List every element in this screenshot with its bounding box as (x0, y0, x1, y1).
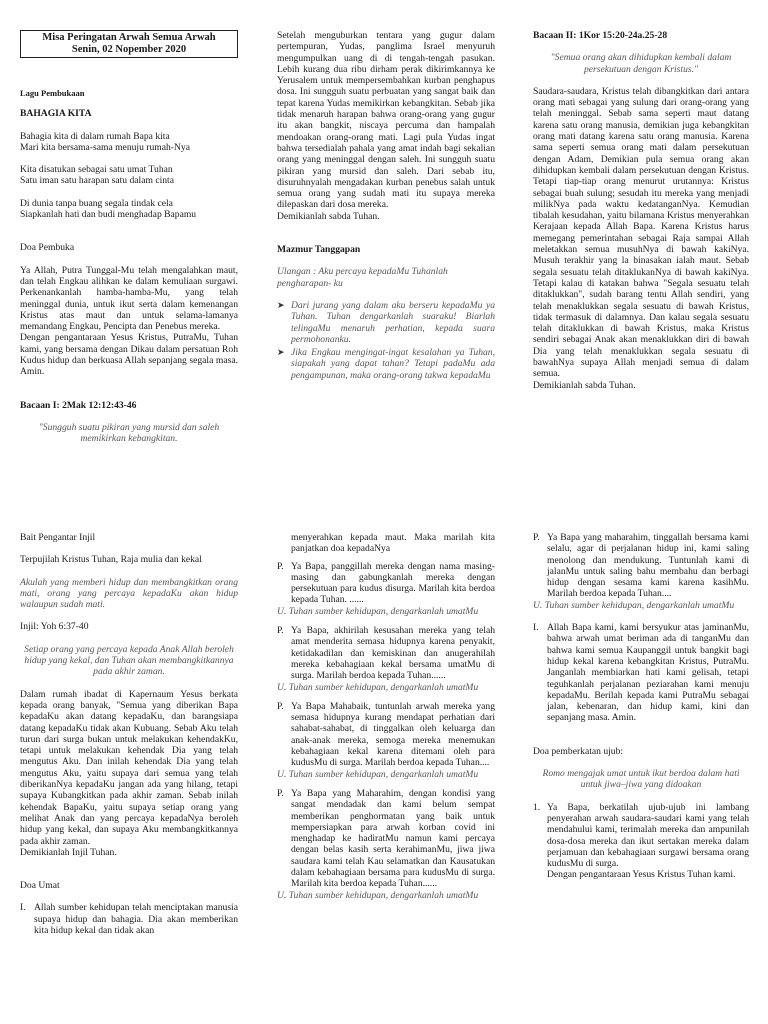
response-line: U. Tuhan sumber kehidupan, dengarkanlah umatMu (277, 889, 479, 901)
title-box (20, 30, 238, 58)
intro-item (20, 902, 238, 936)
bait-line: Terpujilah Kristus Tuhan, Raja mulia dan kekal (20, 554, 202, 566)
psalm-list (277, 300, 495, 381)
column-top-right (533, 30, 749, 391)
column-bottom-middle (277, 532, 495, 901)
petition-label: P. (277, 560, 284, 572)
petition-text: Ya Bapa, akhirilah kesusahan mereka yang telah amat menderita semasa hidupnya karena penyakit, ketidakadilan dan kemiskinan dan anugerahilah mereka kebahagiaan kekal bersama umatMu di surga. Marilah berdoa kepada Tuhan...... (291, 625, 495, 682)
closing-label: I. (533, 622, 539, 634)
response-line: U. Tuhan sumber kehidupan, dengarkanlah umatMu (277, 605, 479, 617)
petition-text: Ya Bapa Mahabaik, tuntunlah arwah mereka yang semasa hidupnya kurang mendapat perhatian dari sahabat-sahabat, di tinggalkan oleh keluarga dan anak-anak mereka, semoga mereka menemukan kebahagiaan kekal karena ditemani oleh para kudusMu di surga. Marilah berdoa kepada Tuhan.... (291, 700, 495, 769)
lagu-heading: Lagu Pembukaan (20, 88, 85, 98)
bacaan2-heading: Bacaan II: 1Kor 15:20-24a.25-28 (533, 30, 668, 41)
gospel-close: Demikianlah Injil Tuhan. (20, 846, 117, 858)
petition-item (277, 788, 495, 890)
injil-quote: Setiap orang yang percaya kepada Anak Allah beroleh hidup yang kekal, dan Tuhan akan membangkitkannya pada akhir zaman. (24, 643, 234, 678)
ujub-label: 1. (533, 801, 541, 813)
petition-item (277, 625, 495, 681)
response-line: U. Tuhan sumber kehidupan, dengarkanlah umatMu (277, 768, 479, 780)
title-line-2: Senin, 02 Nopember 2020 (71, 44, 187, 55)
column-bottom-left (20, 532, 238, 936)
bacaan2-quote: "Semua orang akan dihidupkan kembali dalam persekutuan dengan Kristus." (550, 52, 732, 75)
petition-item (533, 532, 749, 600)
petition-item (277, 561, 495, 606)
psalm-item: ➤ Jika Engkau mengingat-ingat kesalahan ya Tuhan, siapakah yang dapat tahan? Tetapi padaMu ada pengampunan, maka orang-orang takwa kepadaMu (277, 347, 495, 381)
column-top-left (20, 30, 238, 445)
petition-label: P. (533, 532, 540, 543)
ujub-item (533, 802, 749, 870)
ujub-text: Ya Bapa, berkatilah ujub-ujub ini lambang penyerahan arwah saudara-saudari kami yang telah mendahului kami, terimalah mereka dan ampunilah dosa-dosa mereka dan ikut sertakan mereka dalam perjamuan dan kebahagiaan surgawi bersama orang kudusMu di surga. (547, 801, 749, 870)
bacaan1-heading: Bacaan I: 2Mak 12:12:43-46 (20, 399, 137, 411)
petition-item (277, 701, 495, 769)
petition-text: Ya Bapa, panggillah mereka dengan nama masing-masing dan gabungkanlah mereka dengan persekutuan para kudus disurga. Marilah kita berdoa kepada Tuhan. ...... (291, 560, 495, 606)
item-label: I. (20, 902, 26, 914)
petition-label: P. (277, 700, 284, 712)
closing-text: Allah Bapa kami, kami bersyukur atas jaminanMu, bahwa arwah umat beriman ada di tanganMu dan bahwa kami semua Kaupanggil untuk bangkit bagi hidup kekal karena kebangkitan Kristus, PutraMu. Janganlah membiarkan hati kami gelisah, tetapi teguhkanlah perjalanan peziarahan kami menuju kepadaMu. Berilah kepada kami PutraMu sebagai jalan, kebenaran, dan hidup kami, kini dan sepanjang masa. Amin. (547, 622, 749, 724)
reading2-close: Demikianlah sabda Tuhan. (533, 379, 636, 391)
item-text: Allah sumber kehidupan telah menciptakan manusia supaya hidup dan bahagia. Dia akan memberikan kita hidup kekal dan tidak akan (34, 902, 238, 937)
ulangan-text: Ulangan : Aku percaya kepadaMu Tuhanlah pengharapan- ku (277, 266, 448, 289)
continuation-text: menyerahkan kepada maut. Maka marilah kita panjatkan doa kepadaNya (291, 532, 495, 555)
response-line: U. Tuhan sumber kehidupan, dengarkanlah umatMu (277, 681, 479, 693)
bacaan1-quote: "Sungguh suatu pikiran yang mursid dan saleh memikirkan kebangkitan. (38, 421, 220, 445)
ujub-heading: Doa pemberkatan ujub: (533, 745, 624, 757)
petition-label: P. (277, 787, 284, 799)
ujub-close: Dengan pengantaraan Yesus Kristus Tuhan kami. (547, 869, 736, 881)
song-title: BAHAGIA KITA (20, 108, 92, 120)
petition-text: Ya Bapa yang maharahim, tinggallah bersama kami selalu, agar di perjalanan hidup ini, kami saling menolong dan mendukung. Tuntunlah kami di jalanMu untuk saling bahu membahu dan berbagi hidup dengan sesama kami karena kasihMu. Marilah berdoa kepada Tuhan.... (547, 532, 749, 600)
reading1-text: Setelah menguburkan tentara yang gugur dalam pertempuran, Yudas, panglima Israel menyuruh mengumpulkan uang di di tengah-tengah pasukan. Lebih kurang dua ribu dirham perak dikirimkannya ke Yerusalem untuk mempersembahkan kurban penghapus dosa. Ini sungguh suatu perbuatan yang sangat baik dan tepat karena Yudas memikirkan kebangkitan. Sebab jika tidak menaruh harapan bahwa orang-orang yang gugur itu akan bangkit, niscaya percuma dan hampalah mendoakan orang-orang mati. Lagi pula Yudas ingat bahwa tersedialah pahala yang amat indah bagi sekalian orang yang meninggal dengan saleh. Ini sungguh suatu pikiran yang mursid dan saleh. Dari sebab itu, disuruhnyalah mengadakan kurban penebus salah untuk semua orang yang sudah mati itu supaya mereka dilepaskan dari dosa mereka. (277, 30, 495, 211)
doa-pembuka-close: Dengan pengantaraan Yesus Kristus, PutraMu, Tuhan kami, yang bersama dengan Dikau dalam persatuan Roh Kudus hidup dan berkuasa Allah sepanjang segala masa. Amin. (20, 332, 238, 378)
reading1-close: Demikianlah sabda Tuhan. (277, 210, 380, 222)
bait-heading: Bait Pengantar Injil (20, 532, 96, 543)
title-line-1: Misa Peringatan Arwah Semua Arwah (42, 32, 216, 43)
psalm-item: ➤ Dari jurang yang dalam aku berseru kepadaMu ya Tuhan. Tuhan dengarkanlah suaraku! Biarlah telingaMu menaruh perhatian, kepada suara permohonanku. (277, 300, 495, 345)
column-bottom-right (533, 532, 749, 881)
response-line: U. Tuhan sumber kehidupan, dengarkanlah umatMu (533, 599, 735, 611)
song-line: Mari kita bersama-sama menuju rumah-Nya (20, 141, 190, 153)
ujub-rubric: Romo mengajak umat untuk ikut berdoa dalam hati untuk jiwa–jiwa yang didoakan (542, 768, 740, 791)
doa-pembuka-heading: Doa Pembuka (20, 242, 75, 254)
song-line: Satu iman satu harapan satu dalam cinta (20, 175, 174, 187)
bait-quote: Akulah yang memberi hidup dan membangkitkan orang mati, orang yang percaya kepadaKu akan hidup walaupun sudah mati. (20, 576, 238, 611)
petition-label: P. (277, 625, 284, 637)
doa-umat-heading: Doa Umat (20, 880, 60, 892)
doa-pembuka-text: Ya Allah, Putra Tunggal-Mu telah mengalahkan maut, dan telah Engkau alihkan ke dalam kemuliaan surgawi. Perkenankanlah hamba-hamba-Mu, yang telah meninggal dunia, untuk ikut serta dalam kemenangan Kristus atas maut dan untuk selama-lamanya memandang Engkau, Pencipta dan Penebus mereka. (20, 264, 238, 333)
petition-text: Ya Bapa yang Maharahim, dengan kondisi yang sangat mendadak dan kami belum sempat memberikan penghormatan yang baik untuk mempersiapkan para arwah korban covid ini menghadap ke hadiratMu namun kami percaya dengan belas kasih serta kerahimanMu, jiwa jiwa saudara kami telah Kau selamatkan dan Kausatukan dalam kebahagiaan bersama para kudusMu di surga. Marilah kita berdoa kepada Tuhan...... (291, 787, 495, 890)
song-line: Di dunia tanpa buang segala tindak cela (20, 197, 173, 209)
gospel-text: Dalam rumah ibadat di Kapernaum Yesus berkata kepada orang banyak, "Semua yang diberikan Bapa kepadaKu akan datang kepadaKu, dan barangsiapa datang kepadaKu tidak akan Kubuang. Sebab Aku telah turun dari surga bukan untuk melakukan kehendakKu, tetapi untuk melakukan kehendak Dia yang telah mengutus Aku. Dan inilah kehendak Dia yang telah mengutus Aku, yaitu supaya dari semua yang telah diberikanNya kepadaKu jangan ada yang hilang, tetapi supaya Kubangkitkan pada akhir zaman. Sebab inilah kehendak BapaKu, yaitu supaya setiap orang yang melihat Anak dan yang percaya kepadaNya beroleh hidup yang kekal, dan supaya Aku membangkitkannya pada akhir zaman. (20, 688, 238, 847)
song-line: Siapkanlah hati dan budi menghadap Bapamu (20, 209, 197, 221)
reading2-text: Saudara-saudara, Kristus telah dibangkitkan dari antara orang mati sebagai yang sulung dari orang-orang yang telah meninggal. Sebab sama seperti maut datang karena satu orang manusia, demikian juga kebangkitan orang mati datang karena satu orang manusia. Karena sama seperti semua orang mati dalam persekutuan dengan Adam, Demikian pula semua orang akan dihidupkan kembali dalam persekutuan dengan Kristus. Tetapi tiap-tiap orang menurut urutannya: Kristus sebagai buah sulung; sesudah itu mereka yang menjadi milikNya pada waktu kedatanganNya. Kemudian tibalah kesudahan, yaitu bilamana Kristus menyerahkan Kerajaan kepada Allah Bapa. Karena Kristus harus memegang pemerintahan sebagai Raja sampai Allah meletakkan semua musuhNya di bawah kakiNya. Musuh terakhir yang la binasakan ialah maut. Sebab segala sesuatu telah ditaklukanNya di bawah kakiNya. Tetapi kalau di katakan bahwa "Segala sesuatu telah ditaklukkan", sudah barang tentu Allah sendiri, yang telah menaklukkan segala sesuatu di bawah Kristus, tidak termasuk di dalamnya. Dan kalau segala sesuatu telah ditaklukkan di bawah Kristus, maka Kristus sendiri sebagai Anak akan menaklukkan diri di bawah Dia yang telah menaklukkan segala sesuatu di bawahNya supaya Allah menjadi semua di dalam semua. (533, 85, 749, 380)
injil-heading: Injil: Yoh 6:37-40 (20, 621, 89, 633)
song-line: Kita disatukan sebagai satu umat Tuhan (20, 164, 173, 176)
closing-prayer (533, 622, 749, 724)
mazmur-heading: Mazmur Tanggapan (277, 244, 361, 256)
column-top-middle (277, 30, 495, 383)
song-line: Bahagia kita di dalam rumah Bapa kita (20, 130, 170, 142)
